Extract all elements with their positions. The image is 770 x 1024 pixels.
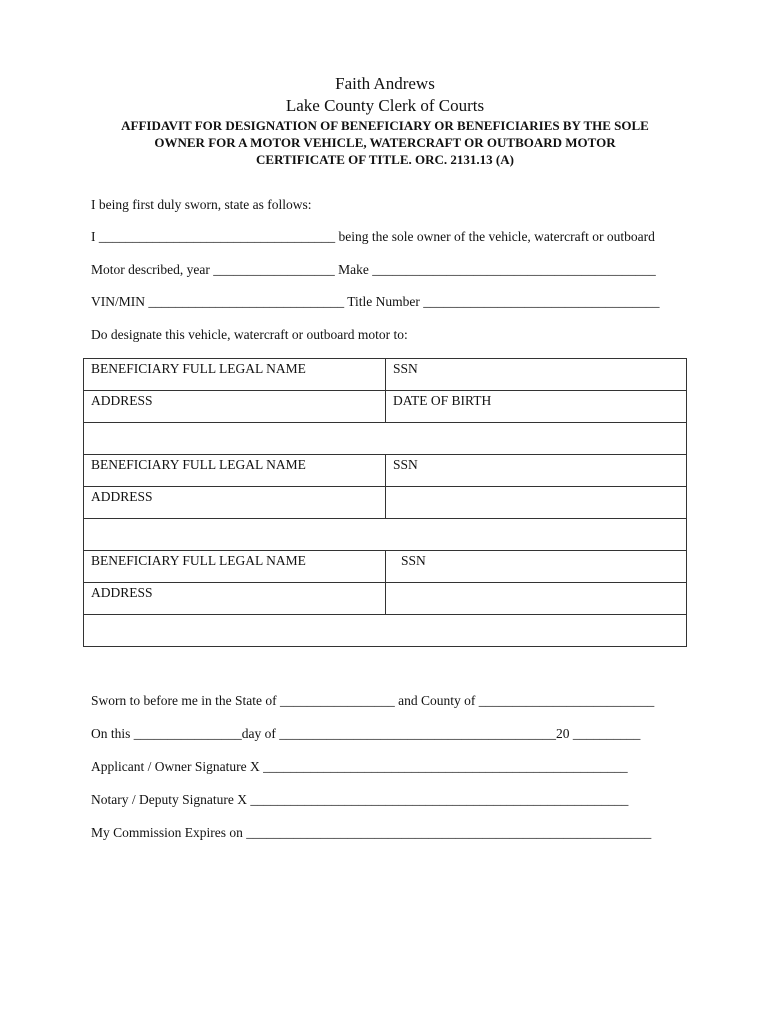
beneficiary-2-ssn-cell[interactable]: SSN <box>386 455 687 487</box>
beneficiary-2-address-continued-cell[interactable] <box>84 519 687 551</box>
table-row <box>84 487 687 519</box>
document-title <box>0 117 770 168</box>
table-row <box>84 615 687 647</box>
sworn-state-county-field[interactable]: Sworn to before me in the State of _________________ and County of __________________________ <box>91 693 655 708</box>
table-row <box>84 455 687 487</box>
table-row <box>84 359 687 391</box>
table-row <box>84 391 687 423</box>
beneficiary-1-address-cell[interactable]: ADDRESS <box>84 391 386 423</box>
beneficiary-1-dob-cell[interactable]: DATE OF BIRTH <box>386 391 687 423</box>
beneficiary-3-address-cell[interactable]: ADDRESS <box>84 583 386 615</box>
table-row <box>84 551 687 583</box>
beneficiary-1-ssn-cell[interactable]: SSN <box>386 359 687 391</box>
title-line-1: AFFIDAVIT FOR DESIGNATION OF BENEFICIARY OR BENEFICIARIES BY THE SOLE <box>121 118 649 133</box>
beneficiary-3-name-cell[interactable]: BENEFICIARY FULL LEGAL NAME <box>84 551 386 583</box>
beneficiary-2-address-cell[interactable]: ADDRESS <box>84 487 386 519</box>
clerk-name: Faith Andrews <box>335 74 435 93</box>
table-row <box>84 583 687 615</box>
commission-expiry-field[interactable]: My Commission Expires on ____________________________________________________________ <box>91 825 652 840</box>
vin-title-number-field[interactable]: VIN/MIN _____________________________ Title Number ___________________________________ <box>91 294 660 309</box>
designate-statement: Do designate this vehicle, watercraft or outboard motor to: <box>91 327 408 342</box>
beneficiary-3-address-continued-cell[interactable] <box>84 615 687 647</box>
beneficiary-3-ssn-cell[interactable]: SSN <box>386 551 687 583</box>
sworn-intro: I being first duly sworn, state as follows: <box>91 197 312 212</box>
beneficiary-1-name-cell[interactable]: BENEFICIARY FULL LEGAL NAME <box>84 359 386 391</box>
office-name: Lake County Clerk of Courts <box>285 96 485 115</box>
date-field[interactable]: On this ________________day of _________________________________________20 __________ <box>91 726 641 741</box>
beneficiary-table <box>83 358 687 647</box>
table-row <box>84 423 687 455</box>
vehicle-year-make-field[interactable]: Motor described, year __________________ Make __________________________________________ <box>91 262 656 277</box>
beneficiary-2-name-cell[interactable]: BENEFICIARY FULL LEGAL NAME <box>84 455 386 487</box>
applicant-signature-field[interactable]: Applicant / Owner Signature X ______________________________________________________ <box>91 759 628 774</box>
title-line-3: CERTIFICATE OF TITLE. ORC. 2131.13 (A) <box>256 152 514 167</box>
owner-name-field[interactable]: I ___________________________________ being the sole owner of the vehicle, watercraft or outboard <box>91 229 655 244</box>
table-row <box>84 519 687 551</box>
beneficiary-3-blank-cell[interactable] <box>386 583 687 615</box>
beneficiary-2-blank-cell[interactable] <box>386 487 687 519</box>
beneficiary-1-address-continued-cell[interactable] <box>84 423 687 455</box>
notary-signature-field[interactable]: Notary / Deputy Signature X ________________________________________________________ <box>91 792 629 807</box>
title-line-2: OWNER FOR A MOTOR VEHICLE, WATERCRAFT OR OUTBOARD MOTOR <box>154 135 616 150</box>
